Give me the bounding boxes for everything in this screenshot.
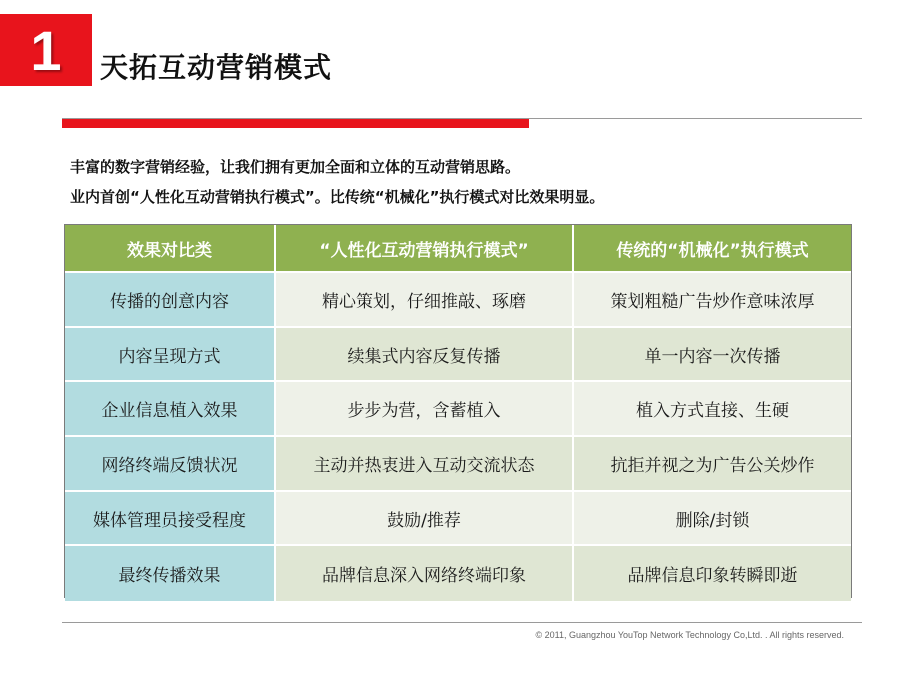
- section-number: 1: [30, 18, 62, 82]
- header-cell-category: 效果对比类: [65, 225, 276, 273]
- table-row: [65, 437, 851, 492]
- table-row: [65, 492, 851, 547]
- comparison-table: [64, 224, 852, 598]
- row-traditional: 删除/封锁: [574, 492, 851, 547]
- row-traditional: 植入方式直接、生硬: [574, 382, 851, 437]
- copyright-footer: © 2011, Guangzhou YouTop Network Technology Co,Ltd. . All rights reserved.: [535, 630, 844, 640]
- section-number-badge: [0, 14, 92, 86]
- row-category: 最终传播效果: [65, 546, 276, 601]
- table-body: [65, 273, 851, 601]
- row-humanized: 鼓励/推荐: [276, 492, 574, 547]
- row-traditional: 品牌信息印象转瞬即逝: [574, 546, 851, 601]
- table-row: [65, 546, 851, 601]
- intro-text: [70, 152, 870, 212]
- header-cell-traditional: 传统的“机械化”执行模式: [574, 225, 851, 273]
- intro-line-2: 业内首创“人性化互动营销执行模式”。比传统“机械化”执行模式对比效果明显。: [70, 188, 605, 206]
- row-humanized: 续集式内容反复传播: [276, 328, 574, 383]
- row-humanized: 精心策划，仔细推敲、琢磨: [276, 273, 574, 328]
- table-row: [65, 328, 851, 383]
- row-category: 网络终端反馈状况: [65, 437, 276, 492]
- row-category: 企业信息植入效果: [65, 382, 276, 437]
- header-cell-humanized: “人性化互动营销执行模式”: [276, 225, 574, 273]
- title-accent-bar: [62, 119, 529, 128]
- table-row: [65, 273, 851, 328]
- row-category: 内容呈现方式: [65, 328, 276, 383]
- row-traditional: 策划粗糙广告炒作意味浓厚: [574, 273, 851, 328]
- row-humanized: 步步为营，含蓄植入: [276, 382, 574, 437]
- table-row: [65, 382, 851, 437]
- row-humanized: 主动并热衷进入互动交流状态: [276, 437, 574, 492]
- page-title: 天拓互动营销模式: [100, 51, 333, 84]
- row-humanized: 品牌信息深入网络终端印象: [276, 546, 574, 601]
- footer-divider: [62, 622, 862, 623]
- row-traditional: 单一内容一次传播: [574, 328, 851, 383]
- intro-line-1: 丰富的数字营销经验，让我们拥有更加全面和立体的互动营销思路。: [70, 158, 521, 176]
- row-category: 传播的创意内容: [65, 273, 276, 328]
- table-header-row: [65, 225, 851, 273]
- row-traditional: 抗拒并视之为广告公关炒作: [574, 437, 851, 492]
- row-category: 媒体管理员接受程度: [65, 492, 276, 547]
